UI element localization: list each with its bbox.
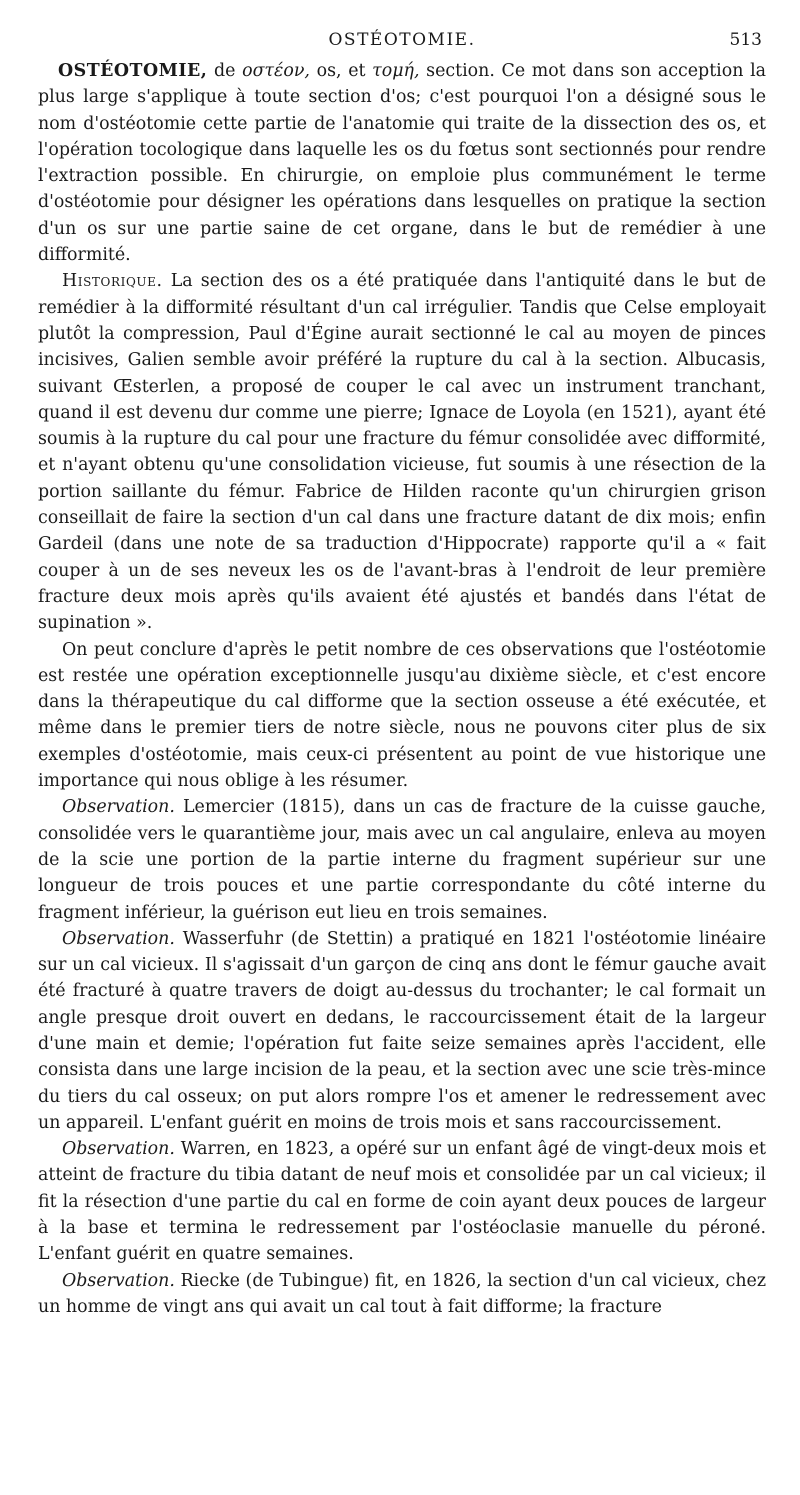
observation-label: Observation. [62, 928, 175, 949]
observation-text: Wasserfuhr (de Stettin) a pratiqué en 1821 l'ostéotomie linéaire sur un cal vicieux. Il s'agissait d'un garçon de cinq ans dont le fémur gauche avait été fracturé à quatre travers de doigt au-dessus du trochanter; le cal formait un angle presque droit ouvert en dedans, le raccourcissement était de la largeur d'une main et demie; l'opération fut faite seize semaines après l'accident, elle consista dans une large incision de la peau, et la section avec une scie très-mince du tiers du cal osseux; on put alors rompre l'os et amener le redressement avec un appareil. L'enfant guérit en moins de trois mois et sans raccourcissement. [38, 928, 766, 1133]
observation-paragraph [38, 926, 766, 1136]
headword: OSTÉOTOMIE, [58, 61, 208, 81]
entry-text: section. Ce mot dans son acception la plus large s'applique à toute section d'os; c'est pourquoi l'on a désigné sous le nom d'ostéotomie cette partie de l'anatomie qui traite de la dissection des os, et l'opération tocologique dans laquelle les os du fœtus sont sectionnés pour rendre l'extraction possible. En chirurgie, on emploie plus communément le terme d'ostéotomie pour désigner les opérations dans lesquelles on pratique la section d'un os sur une partie saine de cet organe, dans le but de remédier à une difformité. [38, 61, 767, 266]
etymology-mid: os, et [309, 61, 373, 81]
observation-text: Warren, en 1823, a opéré sur un enfant âgé de vingt-deux mois et atteint de fracture du tibia datant de neuf mois et consolidée par un cal vicieux; il fit la résection d'une partie du cal en forme de coin ayant deux pouces de largeur à la base et termina le redressement par l'ostéoclasie manuelle du péroné. L'enfant guérit en quatre semaines. [38, 1139, 766, 1265]
greek-word-osteon: οστέον, [242, 61, 310, 81]
observation-label: Observation. [62, 1270, 175, 1291]
observation-label: Observation. [62, 1139, 175, 1160]
conclusion-paragraph: On peut conclure d'après le petit nombre de ces observations que l'ostéotomie est restée une opération exceptionnelle jusqu'au dixième siècle, et c'est encore dans la thérapeutique du cal difforme que la section osseuse a été exécutée, et même dans le premier tiers de notre siècle, nous ne pouvons citer plus de six exemples d'ostéotomie, mais ceux-ci présentent au point de vue historique une importance qui nous oblige à les résumer. [38, 639, 766, 792]
etymology-pre: de [207, 61, 243, 81]
entry-paragraph [38, 58, 766, 268]
page-number: 513 [729, 30, 762, 50]
body-text [38, 58, 766, 1320]
observation-label: Observation. [62, 797, 175, 818]
section-label-historique: Historique. [62, 271, 163, 292]
observation-paragraph [38, 1136, 766, 1267]
historique-text: La section des os a été pratiquée dans l'antiquité dans le but de remédier à la difformité résultant d'un cal irrégulier. Tandis que Celse employait plutôt la compression, Paul d'Égine aurait sectionné le cal au moyen de pinces incisives, Galien semble avoir préféré la rupture du cal à la section. Albucasis, suivant Œsterlen, a proposé de couper le cal avec un instrument tranchant, quand il est devenu dur comme une pierre; Ignace de Loyola (en 1521), ayant été soumis à la rupture du cal pour une fracture du fémur consolidée avec difformité, et n'ayant obtenu qu'une consolidation vicieuse, fut soumis à une résection de la portion saillante du fémur. Fabrice de Hilden raconte qu'un chirurgien grison conseillait de faire la section d'un cal dans une fracture datant de dix mois; enfin Gardeil (dans une note de sa traduction d'Hippocrate) rapporte qu'il a « fait couper à un de ses neveux les os de l'avant-bras à l'endroit de leur première fracture deux mois après qu'ils avaient été ajustés et bandés dans l'état de supination ». [38, 271, 766, 634]
greek-word-tome: τομή, [372, 61, 420, 81]
observation-paragraph [38, 794, 766, 925]
observation-paragraph [38, 1268, 766, 1321]
observation-text: Riecke (de Tubingue) fit, en 1826, la section d'un cal vicieux, chez un homme de vingt ans qui avait un cal tout à fait difforme; la fracture [38, 1270, 766, 1317]
historique-paragraph [38, 268, 766, 636]
running-title: OSTÉOTOMIE. [328, 30, 476, 50]
running-head [38, 22, 766, 58]
observation-text: Lemercier (1815), dans un cas de fracture de la cuisse gauche, consolidée vers le quarantième jour, mais avec un cal angulaire, enleva au moyen de la scie une portion de la partie interne du fragment supérieur sur une longueur de trois pouces et une partie correspondante du côté interne du fragment inférieur, la guérison eut lieu en trois semaines. [38, 797, 766, 923]
